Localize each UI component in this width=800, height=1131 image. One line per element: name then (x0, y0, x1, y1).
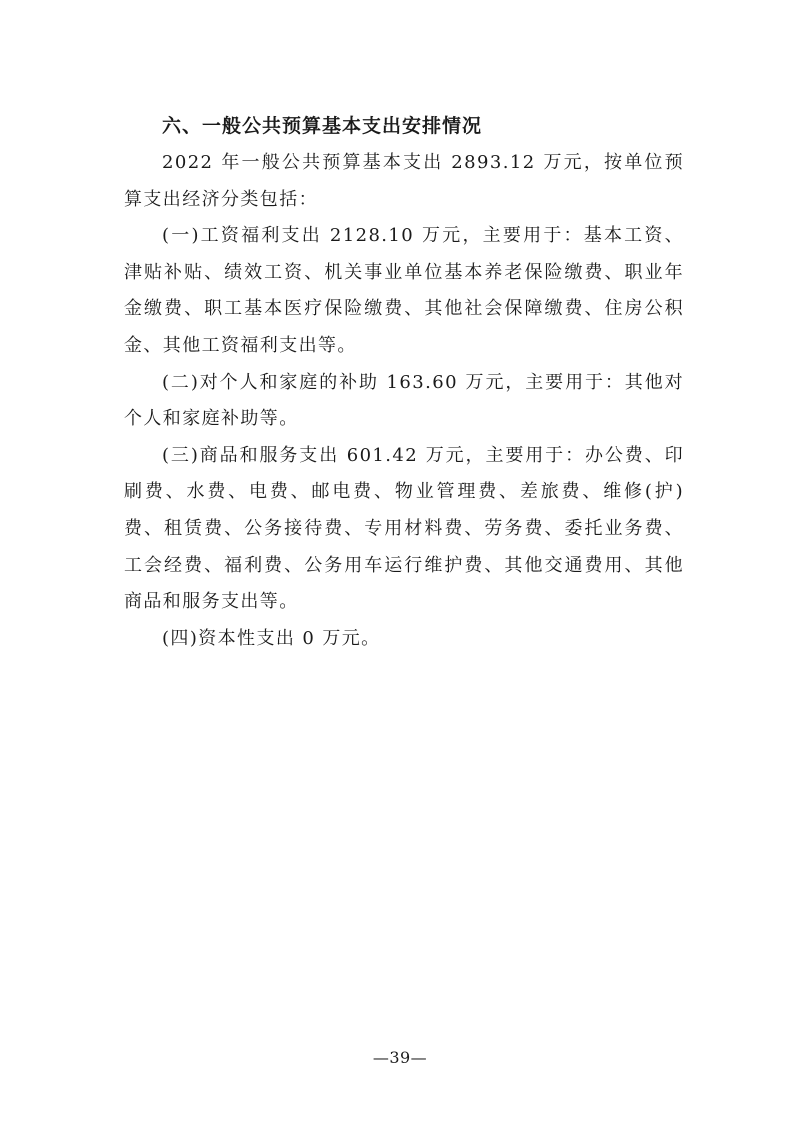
paragraph-goods-services: (三)商品和服务支出 601.42 万元，主要用于：办公费、印刷费、水费、电费、邮电费、物业管理费、差旅费、维修(护)费、租赁费、公务接待费、专用材料费、劳务费、委托业务费、工会经费、福利费、公务用车运行维护费、其他交通费用、其他商品和服务支出等。 (124, 444, 684, 613)
paragraph-capital-expenditure: (四)资本性支出 0 万元。 (162, 627, 381, 649)
section-heading: 六、一般公共预算基本支出安排情况 (162, 115, 483, 137)
paragraph-total-expenditure: 2022 年一般公共预算基本支出 2893.12 万元，按单位预算支出经济分类包括： (124, 152, 684, 210)
paragraph-salary-welfare: (一)工资福利支出 2128.10 万元，主要用于：基本工资、津贴补贴、绩效工资、机关事业单位基本养老保险缴费、职业年金缴费、职工基本医疗保险缴费、其他社会保障缴费、住房公积金、其他工资福利支出等。 (124, 225, 684, 356)
paragraph-household-subsidy: (二)对个人和家庭的补助 163.60 万元，主要用于：其他对个人和家庭补助等。 (124, 371, 684, 430)
document-body (124, 110, 684, 657)
page-number: —39— (372, 1048, 428, 1067)
